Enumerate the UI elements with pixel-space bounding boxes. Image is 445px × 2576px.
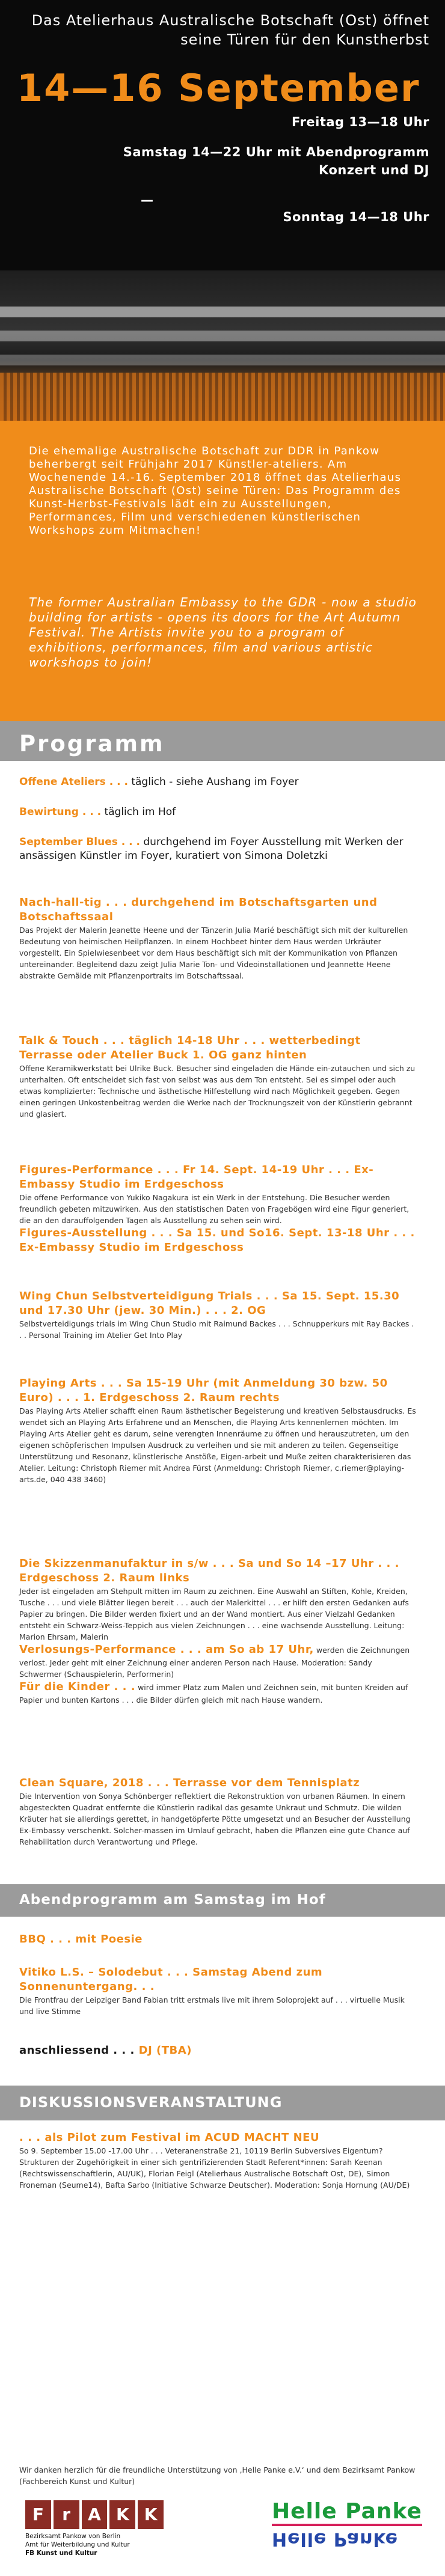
helle-panke-wordmark: Helle Panke (272, 2499, 422, 2524)
item-figures (19, 1163, 416, 1255)
time-separator: — (141, 193, 154, 207)
nach-hall-tig-heading: Nach-hall-tig . . . durchgehend im Botschaftsgarten und Botschaftssaal (19, 896, 378, 923)
wing-chun-heading: Wing Chun Selbstverteidigung Trials . . . Sa 15. Sept. 15.30 und 17.30 Uhr (jew. 30 Min.) . . . 2. OG (19, 1290, 400, 1317)
talk-touch-heading: Talk & Touch . . . täglich 14-18 Uhr . . . wetterbedingt Terrasse oder Atelier Buck 1. OG ganz hinten (19, 1034, 361, 1061)
dj-value: DJ (TBA) (138, 2044, 192, 2057)
intro-text: Das Atelierhaus Australische Botschaft (Ost) öffnet seine Türen für den Kunstherbst (31, 12, 429, 48)
playing-arts-text: Das Playing Arts Atelier schafft einen Raum ästhetischer Begeisterung und kreativen Selbstausdrucks. Es wendet sich an Playing Arts Erfahrene und an Menschen, die Playing Arts kennenlernen möchten. Im Playing Arts Atelier geht es darum, seine verengten Innenräume zu öffnen und herauszutreten, um den eigenen schöpferischen Impulsen Ausdruck zu verleihen und sie mit anderen zu teilen. Gegenseitige Unterstützung und Resonanz, künstlerische Anstöße, Eigen-arbeit und Muße zeiten charakterisieren das Atelier. Leitung: Christoph Riemer mit Andrea Fürst (Anmeldung: Christoph Riemer, c.riemer@playing-arts.de, 040 438 3460) (19, 1406, 416, 1484)
item-clean-square (19, 1776, 416, 1848)
photo-window-row (0, 355, 445, 365)
september-blues-text: durchgehend im Foyer Ausstellung mit Werken der ansässigen Künstler im Foyer, kuratiert von Simona Doletzki (19, 836, 404, 862)
bezirksamt-pankow-logo (25, 2500, 164, 2557)
logo-letter: A (82, 2500, 108, 2529)
skizzen-heading: Die Skizzenmanufaktur in s/w . . . Sa und So 14 –17 Uhr . . . Erdgeschoss 2. Raum links (19, 1557, 399, 1584)
intro-block (0, 421, 445, 721)
footer (0, 2464, 445, 2576)
vitiko-text: Die Frontfrau der Leipziger Band Fabian tritt erstmals live mit ihrem Soloprojekt auf . . . virtuelle Musik und live Stimme (19, 1995, 405, 2016)
bewirtung-label: Bewirtung . . . (19, 806, 102, 818)
figures-exhibition-heading: Figures-Ausstellung . . . Sa 15. und So16. Sept. 13-18 Uhr . . . Ex-Embassy Studio im Erdgeschoss (19, 1227, 415, 1254)
open-ateliers-text: täglich - siehe Aushang im Foyer (127, 776, 299, 788)
thanks-text: Wir danken herzlich für die freundliche Unterstützung von ‚Helle Panke e.V.‘ und dem Bezirksamt Pankow (Fachbereich Kunst und Kultur) (19, 2465, 416, 2486)
verlosung-text: werden die Zeichnungen verlost. Jeder geht mit einer Zeichnung einer anderen Person nach Hause. Moderation: Sandy Schwermer (Schauspielerin, Performerin) (19, 1646, 410, 1679)
intro-german: Die ehemalige Australische Botschaft zur DDR in Pankow beherbergt seit Frühjahr 2017 Künstler-ateliers. Am Wochenende 14.-16. September 2018 öffnet das Atelierhaus Australische Botschaft (Ost) seine Türen: Das Programm des Kunst-Herbst-Festivals lädt ein zu Ausstellungen, Performances, Film und verschiedenen künstlerischen Workshops zum Mitmachen! (29, 445, 402, 537)
vitiko-heading: Vitiko L.S. – Solodebut . . . Samstag Abend zum Sonnenuntergang. . . (19, 1966, 323, 1993)
kinder-text: wird immer Platz zum Malen und Zeichnen sein, mit bunten Kreiden auf Papier und bunten Kartons . . . die Bilder dürfen gleich mit nach Hause wandern. (19, 1683, 408, 1705)
date-range-title: 14—16 September (17, 66, 420, 110)
kinder-heading: Für die Kinder . . . (19, 1680, 136, 1693)
time-friday: Freitag 13—18 Uhr (292, 115, 429, 129)
clean-square-heading: Clean Square, 2018 . . . Terrasse vor dem Tennisplatz (19, 1777, 360, 1789)
bbq-heading: BBQ . . . mit Poesie (19, 1933, 143, 1946)
logo1-line: Bezirksamt Pankow von Berlin (25, 2533, 121, 2540)
skizzen-text: Jeder ist eingeladen am Stehpult mitten im Raum zu zeichnen. Eine Auswahl an Stiften, Kohle, Kreiden, Tusche . . . und viele Blätter liegen bereit . . . auch der Malerkittel . . . er hilft den ersten Gedanken aufs Papier zu bringen. Die Bilder werden fixiert und an der Wand montiert. Aus einer Vielzahl Gedanken entsteht ein Schwarz-Weiss-Teppich aus vielen Zeichnungen . . . eine wachsende Ausstellung. Leitung: Marion Ehrsam, Malerin (19, 1587, 409, 1641)
logo-letter: K (109, 2500, 135, 2529)
program-section (0, 721, 445, 2464)
logo-letter: K (138, 2500, 164, 2529)
discussion-title: DISKUSSIONSVERANSTALTUNG (19, 2094, 283, 2111)
item-talk-touch (19, 1034, 416, 1120)
wing-chun-text: Selbstverteidigungs trials im Wing Chun Studio mit Raimund Backes . . . Schnupperkurs mit Ray Backes . . . Personal Training im Atelier Get Into Play (19, 1319, 414, 1340)
item-bewirtung (19, 805, 416, 819)
logo-letter: r (54, 2500, 79, 2529)
bewirtung-text: täglich im Hof (101, 806, 176, 818)
item-discussion (19, 2131, 416, 2191)
figures-heading: Figures-Performance . . . Fr 14. Sept. 14-19 Uhr . . . Ex-Embassy Studio im Erdgeschoss (19, 1164, 374, 1191)
helle-panke-logo (272, 2499, 422, 2550)
opening-times (69, 113, 429, 238)
verlosung-heading: Verlosungs-Performance . . . am So ab 17 Uhr, (19, 1643, 314, 1656)
evening-program-header (0, 1884, 445, 1917)
clean-square-text: Die Intervention von Sonya Schönberger reflektiert die Rekonstruktion von urbanen Räumen. In einem abgesteckten Quadrat entfernte die Künstlerin radikal das gesamte Unkraut und Schmutz. Die wilden Kräuter hat sie allerdings gerettet, in handgetöpferte Pötte umgesetzt und an Besucher der Ausstellung Ex-Embassy verschenkt. Solcher-massen im Umlauf gebracht, haben die Pflanzen eine gute Chance auf Rehabilitation durch Verantwortung und Pflege. (19, 1792, 411, 1846)
item-vitiko (19, 1965, 416, 2017)
header (0, 0, 445, 421)
item-playing-arts (19, 1376, 416, 1485)
photo-ground (0, 373, 445, 421)
program-header (0, 721, 445, 761)
helle-panke-mirror: Helle Panke (272, 2529, 399, 2550)
discussion-heading: . . . als Pilot zum Festival im ACUD MACHT NEU (19, 2131, 320, 2144)
photo-window-row (0, 307, 445, 317)
logo1-line: FB Kunst und Kultur (25, 2550, 97, 2557)
time-sunday: Sonntag 14—18 Uhr (283, 210, 429, 224)
item-nach-hall-tig (19, 896, 416, 981)
program-title: Programm (19, 731, 165, 757)
item-september-blues (19, 835, 416, 863)
discussion-header (0, 2086, 445, 2120)
item-wing-chun (19, 1289, 416, 1341)
helle-panke-bar (272, 2524, 422, 2526)
item-skizzenmanufaktur (19, 1557, 416, 1706)
open-ateliers-label: Offene Ateliers . . . (19, 776, 128, 788)
intro-english: The former Australian Embassy to the GDR - now a studio building for artists - opens its doors for the Art Autumn Festival. The Artists invite you to a program of exhibitions, performances, film and various artistic workshops to join! (29, 595, 417, 670)
evening-program-title: Abendprogramm am Samstag im Hof (19, 1892, 326, 1908)
dj-label: anschliessend . . . (19, 2044, 135, 2057)
photo-window-row (0, 331, 445, 341)
september-blues-label: September Blues . . . (19, 836, 140, 848)
logo-letter: F (25, 2500, 51, 2529)
item-dj (19, 2043, 416, 2058)
playing-arts-heading: Playing Arts . . . Sa 15-19 Uhr (mit Anmeldung 30 bzw. 50 Euro) . . . 1. Erdgeschoss 2. Raum rechts (19, 1377, 388, 1404)
nach-hall-tig-text: Das Projekt der Malerin Jeanette Heene und der Tänzerin Julia Marié beschäftigt sich mit der kulturellen Bedeutung von heimischen Heilpflanzen. In einem Hochbeet hinter dem Haus werden Urkräuter vorgestellt. Ein Spielwiesenbeet vor dem Haus beschäftigt sich mit der Kommunikation von Pflanzen untereinander. Begleitend dazu zeigt Julia Marie Ton- und Videoinstallationen und Jeannette Heene abstrakte Gemälde mit Pflanzenportraits im Botschaftssaal. (19, 926, 408, 980)
discussion-text: So 9. September 15.00 -17.00 Uhr . . . Veteranenstraße 21, 10119 Berlin Subversives Eigentum? Strukturen der Zugehörigkeit in einer sich gentrifizierenden Stadt Referent*innen: Sarah Keenan (Rechtswissenschaftlerin, AU/UK), Florian Feigl (Atelierhaus Australische Botschaft Ost, DE), Simon Froneman (Seume14), Bafta Sarbo (Initiative Schwarze Deutscher). Moderation: Sonja Hornung (AU/DE) (19, 2146, 410, 2190)
logo1-line: Amt für Weiterbildung und Kultur (25, 2541, 130, 2548)
talk-touch-text: Offene Keramikwerkstatt bei Ulrike Buck. Besucher sind eingeladen die Hände ein-zutauchen und sich zu unterhalten. Oft entscheidet sich fast von selbst was aus dem Ton entsteht. Sei es simpel oder auch etwas komplizierter: Technische und ästhetische Hilfestellung wird nach Möglichkeit gegeben. Gegen einen geringen Unkostenbeitrag werden die Werke nach der Trocknungszeit von der Künstlerin gebrannt und glasiert. (19, 1064, 416, 1119)
item-open-ateliers (19, 775, 416, 789)
figures-text: Die offene Performance von Yukiko Nagakura ist ein Werk in der Entstehung. Die Besucher werden freundlich gebeten mitzuwirken. Aus den statistischen Daten von Fragebögen wird eine Figur generiert, die an den darauffolgenden Tagen als Ausstellung zu sehen sein wird. (19, 1193, 410, 1225)
building-photo (0, 270, 445, 421)
time-saturday: Samstag 14—22 Uhr mit Abendprogramm Konzert und DJ (123, 145, 429, 177)
